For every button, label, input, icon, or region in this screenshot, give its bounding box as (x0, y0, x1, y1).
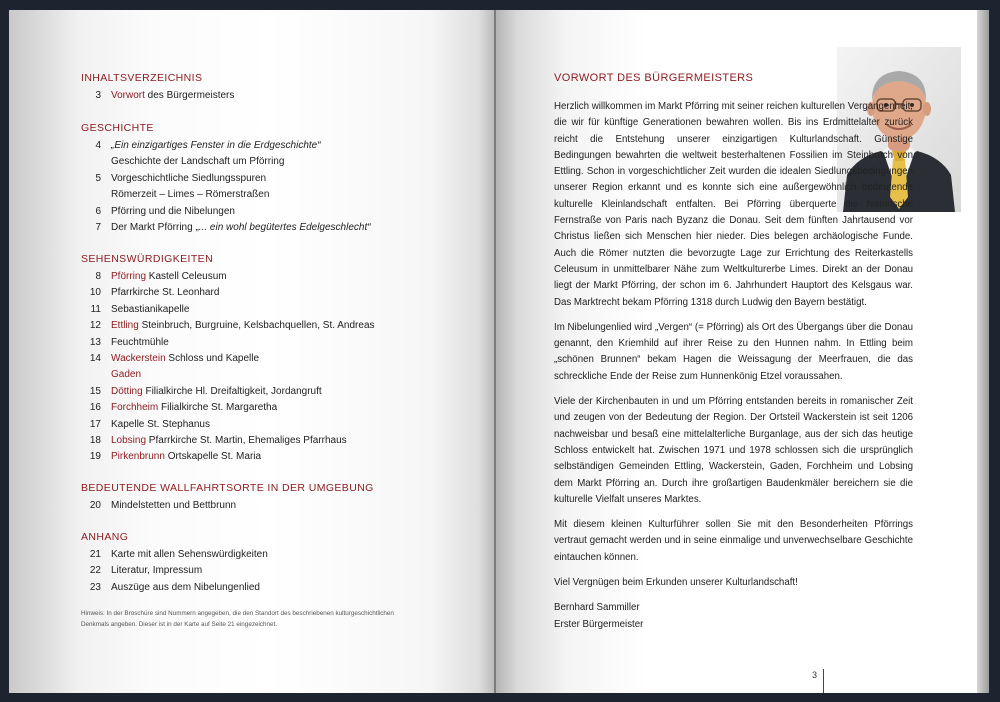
toc-row (81, 302, 481, 318)
toc-row (81, 417, 481, 433)
toc-row (81, 269, 481, 285)
foreword-body (554, 99, 913, 633)
toc-row-segment: Wackerstein (111, 352, 166, 364)
toc-heading-geschichte: GESCHICHTE (81, 122, 154, 134)
toc-row-text (111, 335, 169, 351)
toc-row-segment: Gaden (111, 369, 142, 381)
toc-row (81, 384, 481, 400)
toc-row-text (111, 302, 189, 318)
toc-row-number: 4 (95, 140, 101, 151)
toc-row (81, 400, 481, 416)
toc-row-text (111, 367, 141, 383)
toc-intro (81, 88, 481, 104)
toc-row-text (111, 171, 266, 187)
toc-row (81, 187, 481, 203)
signature-name: Bernhard Sammiller (554, 602, 640, 614)
toc-row-number: 17 (89, 418, 101, 430)
toc-row-segment: Römerzeit – Limes – Römerstraßen (111, 189, 270, 201)
toc-row (81, 318, 481, 334)
page-number-rule (823, 669, 824, 693)
signature-block (554, 600, 913, 633)
toc-row-number: 21 (89, 549, 101, 560)
foreword-paragraph: Herzlich willkommen im Markt Pförring mit seiner reichen kulturellen Vergangenheit, die wir für künftige Generationen bewahren wollen. Bis ins Erdmittelalter zurück reicht die Entstehung unserer einzigartigen Kulturlandschaft. Günstige Bedingungen bewahrten die weltweit besterhaltenen Fossilien im Steinbruch von Ettling. Schon in vorgeschichtlicher Zeit wurden die idealen Siedlungsbedingungen unserer Region erkannt und es konnte sich eine außergewöhnlich bedeutende kulturelle Kleinlandschaft entfalten. Bei Pförring überquerte die historische Fernstraße von Paris nach Byzanz die Donau. Seit dem fünften Jahrtausend vor Christus ließen sich Menschen hier nieder. Dies belegen archäologische Funde. Auch die Römer nutzten die bevorzugte Lage zur Errichtung des Reiterkastells Celeusum in unmittelbarer Nähe zum Weltkulturerbe Limes. Direkt an der Donau liegt der Markt Pförring, der schon im 6. Jahrhundert Hauptort des Kelsgaus war. Das Marktrecht bekam Pförring 1318 durch Ludwig den Bayern bestätigt. (554, 101, 913, 308)
toc-row (81, 498, 481, 514)
toc-row-text (111, 285, 219, 301)
toc-row-segment: Pirkenbrunn (111, 451, 165, 463)
toc-row-segment: Ortskapelle St. Maria (164, 451, 262, 463)
toc-row (81, 351, 481, 367)
toc-intro-accent: Vorwort (111, 90, 145, 101)
toc-row (81, 580, 481, 596)
toc-row-text (111, 417, 210, 433)
toc-row-number: 14 (89, 352, 101, 364)
toc-heading-anhang: ANHANG (81, 531, 129, 543)
foreword-closing: Viel Vergnügen beim Erkunden unserer Kulturlandschaft! (554, 577, 798, 589)
toc-list-geschichte (81, 138, 481, 236)
toc-row-segment: „Ein einzigartiges Fenster in die Erdgeschichte“ (111, 140, 321, 151)
toc-row-number: 16 (89, 402, 101, 414)
toc-row-text (111, 187, 269, 203)
toc-row-number: 8 (95, 271, 101, 282)
toc-row-segment: Pfarrkirche St. Martin, Ehemaliges Pfarrhaus (146, 434, 347, 446)
toc-row-number: 10 (89, 287, 101, 299)
signature-role: Erster Bürgermeister (554, 618, 644, 630)
toc-row-segment: Pfarrkirche St. Leonhard (111, 287, 220, 299)
toc-row-text (111, 498, 236, 514)
right-page (496, 10, 977, 693)
toc-row-segment: Geschichte der Landschaft um Pförring (111, 156, 285, 168)
toc-row-text (111, 547, 268, 563)
toc-row-text (111, 400, 277, 416)
toc-row-segment: Pförring (111, 271, 147, 282)
toc-row-number: 12 (89, 320, 101, 332)
toc-row-text (111, 580, 260, 596)
toc-row-segment: Sebastianikapelle (111, 303, 190, 315)
toc-list-sehenswuerdigkeiten (81, 269, 481, 466)
toc-row-number: 11 (90, 303, 101, 315)
toc-row-segment: Filialkirche Hl. Dreifaltigkeit, Jordangruft (142, 385, 322, 397)
toc-row (81, 563, 481, 579)
toc-row-segment: Forchheim (111, 402, 159, 414)
toc-row-number: 22 (89, 565, 101, 577)
toc-row-text (111, 138, 321, 154)
toc-row (81, 285, 481, 301)
toc-row-text (111, 449, 261, 465)
toc-row-text (111, 384, 322, 400)
toc-row-text (111, 563, 202, 579)
toc-row-text (111, 204, 235, 220)
toc-row-segment: Literatur, Impressum (111, 565, 203, 577)
toc-row-segment: Pförring und die Nibelungen (111, 205, 235, 217)
foreword-title: VORWORT DES BÜRGERMEISTERS (554, 72, 754, 84)
toc-row-text (111, 351, 259, 367)
toc-row (81, 220, 481, 236)
toc-row-number: 6 (95, 205, 101, 217)
foreword-paragraph: Viele der Kirchenbauten in und um Pförring entstanden bereits in romanischer Zeit und zeugen von der Bedeutung der Region. Der Ortsteil Wackerstein ist seit 1206 nachweisbar und besaß eine mittelalterliche Burganlage, aus der sich das heutige Schloss entwickelt hat. Zwischen 1971 und 1978 schlossen sich die ursprünglich selbständigen Gemeinden Ettling, Wackerstein, Gaden, Forchheim und Lobsing dem Markt Pförring an. Durch ihre großartigen Baudenkmäler bereichern sie die kulturelle Vielfalt unseres Marktes. (554, 396, 913, 505)
toc-list-wallfahrtsorte (81, 498, 481, 514)
toc-row-segment: Mindelstetten und Bettbrunn (111, 500, 237, 511)
toc-row-text (111, 220, 371, 236)
toc-heading-sehenswuerdigkeiten: SEHENSWÜRDIGKEITEN (81, 253, 214, 265)
toc-row (81, 335, 481, 351)
left-page (9, 10, 495, 693)
toc-intro-rest: des Bürgermeisters (144, 90, 235, 101)
toc-row-number: 15 (89, 385, 101, 397)
toc-row-segment: Dötting (111, 385, 143, 397)
toc-row-number: 5 (95, 172, 101, 184)
foreword-paragraph: Mit diesem kleinen Kulturführer sollen Sie mit den Besonderheiten Pförrings vertraut gemacht werden und in seine einmalige und unverwechselbare Geschichte eintauchen können. (554, 519, 913, 563)
toc-row (81, 204, 481, 220)
toc-row-segment: Der Markt Pförring „ (111, 221, 199, 233)
toc-row-segment: Auszüge aus dem Nibelungenlied (111, 581, 260, 593)
toc-row-text (111, 269, 227, 285)
toc-note: Hinweis: In der Broschüre sind Nummern angegeben, die den Standort des beschriebenen kulturgeschichtlichen Denkmals angeben. Dieser ist in der Karte auf Seite 21 eingezeichnet. (81, 610, 394, 628)
toc-row-segment: ... ein wohl begütertes Edelgeschlecht“ (198, 221, 371, 233)
toc-row (81, 367, 481, 383)
toc-row-number: 7 (95, 221, 101, 233)
toc-row-segment: Steinbruch, Burgruine, Kelsbachquellen, St. Andreas (138, 320, 375, 332)
toc-row (81, 138, 481, 154)
toc-row-segment: Kapelle St. Stephanus (111, 418, 210, 430)
toc-row-text (111, 433, 347, 449)
toc-row-number: 3 (95, 90, 101, 101)
toc-row-segment: Lobsing (111, 434, 147, 446)
foreword-paragraph: Im Nibelungenlied wird „Vergen“ (= Pförring) als Ort des Übergangs über die Donau genannt, den Kriemhild auf ihrer Reise zu den Hunnen nahm. In Ettling beim „schönen Brunnen“ bekam Hagen die Weissagung der Meerfrauen, die das schreckliche Ende der Reise zum Hunnenkönig Etzel voraussahen. (554, 321, 913, 382)
toc-row-segment: Vorgeschichtliche Siedlungsspuren (111, 172, 267, 184)
toc-row (81, 171, 481, 187)
page-edge (977, 10, 989, 693)
toc-row-text (111, 318, 375, 334)
toc-row-number: 23 (89, 581, 101, 593)
toc-row-segment: Filialkirche St. Margaretha (158, 402, 278, 414)
toc-row-number: 19 (89, 451, 101, 463)
toc-row-segment: Feuchtmühle (111, 336, 169, 348)
page-number: 3 (812, 670, 818, 680)
toc-row-number: 13 (89, 336, 101, 348)
toc-row-number: 18 (89, 434, 101, 446)
toc-row (81, 547, 481, 563)
toc-title: INHALTSVERZEICHNIS (81, 72, 203, 84)
toc-row-number: 20 (89, 500, 101, 511)
toc-row-segment: Karte mit allen Sehenswürdigkeiten (111, 549, 268, 560)
toc-row (81, 449, 481, 465)
toc-row-segment: Ettling (111, 320, 139, 332)
toc-row (81, 433, 481, 449)
toc-list-anhang (81, 547, 481, 596)
toc-row-segment: Schloss und Kapelle (165, 352, 260, 364)
toc-row (81, 154, 481, 170)
toc-heading-wallfahrtsorte: BEDEUTENDE WALLFAHRTSORTE IN DER UMGEBUNG (81, 482, 374, 494)
toc-row-text (111, 88, 234, 104)
toc-row (81, 88, 481, 104)
toc-row-segment: Kastell Celeusum (146, 271, 227, 282)
toc-row-text (111, 154, 284, 170)
